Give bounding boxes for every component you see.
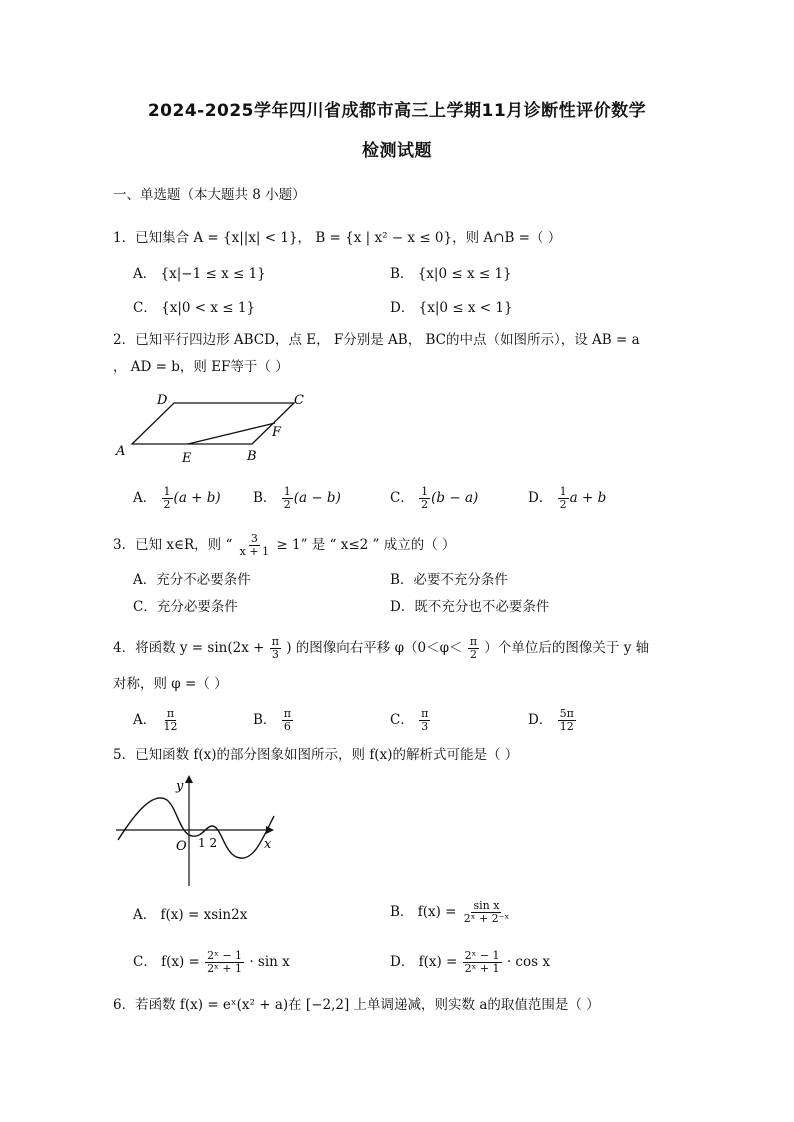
frac-den: 3 — [271, 648, 279, 661]
q5-function-graph — [112, 770, 284, 892]
frac-num: π — [469, 635, 478, 648]
q4-d-fraction — [558, 708, 576, 733]
q5-d-post: · cos x — [506, 954, 550, 970]
q4-stem-line1 — [113, 636, 649, 661]
q2-b-expr: (a − b) — [293, 490, 341, 506]
label-c: C — [294, 393, 304, 408]
frac-den: 2 — [421, 498, 429, 511]
label-ticks: 1 2 — [198, 836, 218, 850]
q5-d-label: D． f(x) = — [390, 954, 458, 970]
q2-a-expr: (a + b) — [173, 490, 221, 506]
frac-den: 12 — [559, 720, 574, 733]
q2-d-fraction — [558, 486, 569, 511]
q3-stem-pre: 3．已知 x∈R，则 “ — [113, 537, 233, 553]
function-curve — [118, 798, 274, 858]
q3-option-c: C．充分必要条件 — [133, 599, 238, 615]
q2-c-label: C． — [390, 490, 414, 506]
label-y: y — [176, 779, 184, 794]
q2-b-label: B． — [253, 490, 277, 506]
q2-d-label: D． — [528, 490, 553, 506]
q5-c-post: · sin x — [249, 954, 290, 970]
frac-den: 2ˣ + 2⁻ˣ — [463, 912, 510, 925]
q5-b-label: B． f(x) = — [390, 904, 457, 920]
label-f: F — [272, 425, 282, 440]
q4-b-label: B． — [253, 712, 277, 728]
q2-stem-line2: ， AD = b，则 EF等于（ ） — [113, 359, 289, 375]
frac-den: 2 — [283, 498, 291, 511]
frac-num: 1 — [163, 485, 171, 498]
q4-stem-post: ）个单位后的图像关于 y 轴 — [484, 640, 650, 656]
label-e: E — [182, 451, 192, 466]
q5-option-c — [133, 950, 290, 975]
label-b: B — [247, 449, 257, 464]
q4-pi-over-3 — [270, 636, 281, 661]
frac-num: 1 — [559, 485, 567, 498]
q3-option-a: A．充分不必要条件 — [133, 572, 251, 588]
frac-den: 3 — [421, 720, 429, 733]
frac-num: π — [421, 707, 429, 720]
q4-a-fraction — [162, 708, 180, 733]
frac-num: 2ˣ − 1 — [207, 949, 243, 962]
q4-option-b — [253, 708, 294, 733]
q2-c-fraction — [419, 486, 430, 511]
q5-d-fraction — [463, 950, 502, 975]
title-line-2: 检测试题 — [362, 141, 432, 161]
frac-num: sin x — [473, 899, 500, 912]
q1-option-d: D． {x|0 ≤ x < 1} — [390, 300, 513, 316]
frac-num: 5π — [559, 707, 574, 720]
q2-c-expr: (b − a) — [431, 490, 479, 506]
q2-d-expr: a + b — [569, 490, 607, 506]
q1-option-a: A． {x|−1 ≤ x ≤ 1} — [133, 266, 266, 282]
q3-option-b: B．必要不充分条件 — [390, 572, 508, 588]
frac-den: 6 — [283, 720, 291, 733]
q2-option-c — [390, 486, 478, 511]
y-axis-arrow — [185, 775, 193, 783]
q1-stem: 1．已知集合 A = {x||x| < 1}， B = {x | x² − x ≤ 0}，则 A∩B =（ ） — [113, 230, 562, 246]
q5-option-b — [390, 900, 512, 925]
q5-b-fraction — [462, 900, 511, 925]
q1-option-c: C． {x|0 < x ≤ 1} — [133, 300, 256, 316]
q4-d-label: D． — [528, 712, 553, 728]
frac-num: 1 — [283, 485, 291, 498]
frac-num: π — [271, 635, 279, 648]
q2-option-a — [133, 486, 221, 511]
q2-parallelogram-figure — [110, 386, 330, 466]
frac-den: 2 — [559, 498, 567, 511]
frac-num: 3 — [250, 532, 258, 545]
q3-stem — [113, 533, 456, 558]
q4-a-label: A． — [133, 712, 157, 728]
q5-stem: 5．已知函数 f(x)的部分图象如图所示，则 f(x)的解析式可能是（ ） — [113, 747, 519, 763]
q3-fraction — [238, 533, 271, 558]
q2-option-b — [253, 486, 341, 511]
q3-option-d: D．既不充分也不必要条件 — [390, 599, 550, 615]
q4-pi-over-2 — [468, 636, 479, 661]
q3-stem-post: ≥ 1” 是 “ x≤2 ” 成立的（ ） — [276, 537, 456, 553]
q1-option-b: B． {x|0 ≤ x ≤ 1} — [390, 266, 512, 282]
frac-num: π — [283, 707, 291, 720]
q4-option-d — [528, 708, 577, 733]
q4-option-c — [390, 708, 431, 733]
q2-stem-line1: 2．已知平行四边形 ABCD，点 E， F分别是 AB， BC的中点（如图所示），设 AB = a — [113, 332, 640, 348]
q2-a-fraction — [162, 486, 173, 511]
q2-b-fraction — [282, 486, 293, 511]
frac-den: x + 1 — [239, 545, 270, 558]
label-d: D — [157, 393, 168, 408]
frac-num: π — [166, 707, 175, 720]
q4-stem-line2: 对称，则 φ =（ ） — [113, 676, 228, 692]
frac-den: 2 — [470, 648, 477, 661]
frac-den: 2ˣ + 1 — [464, 962, 500, 975]
q2-option-d — [528, 486, 606, 511]
title-line-1: 2024-2025学年四川省成都市高三上学期11月诊断性评价数学 — [147, 101, 647, 121]
q4-c-label: C． — [390, 712, 414, 728]
q4-stem-pre: 4．将函数 y = sin(2x + — [113, 640, 265, 656]
label-x: x — [264, 837, 272, 852]
q4-option-a — [133, 708, 181, 733]
q5-c-fraction — [205, 950, 244, 975]
q2-a-label: A． — [133, 490, 157, 506]
frac-num: 2ˣ − 1 — [464, 949, 500, 962]
q4-c-fraction — [419, 708, 430, 733]
label-origin: O — [176, 839, 187, 854]
q5-c-label: C． f(x) = — [133, 954, 200, 970]
frac-den: 12 — [163, 720, 178, 733]
q6-stem: 6．若函数 f(x) = eˣ(x² + a)在 [−2,2] 上单调递减，则实数 a的取值范围是（ ） — [113, 997, 600, 1013]
frac-num: 1 — [421, 485, 429, 498]
label-a: A — [116, 444, 126, 459]
q5-option-d — [390, 950, 550, 975]
q4-b-fraction — [282, 708, 293, 733]
frac-den: 2ˣ + 1 — [207, 962, 243, 975]
frac-den: 2 — [163, 498, 171, 511]
q5-option-a: A． f(x) = xsin2x — [133, 907, 248, 923]
q4-stem-mid: ) 的图像向右平移 φ（0＜φ＜ — [286, 640, 463, 656]
section-heading: 一、单选题（本大题共 8 小题） — [113, 187, 306, 203]
